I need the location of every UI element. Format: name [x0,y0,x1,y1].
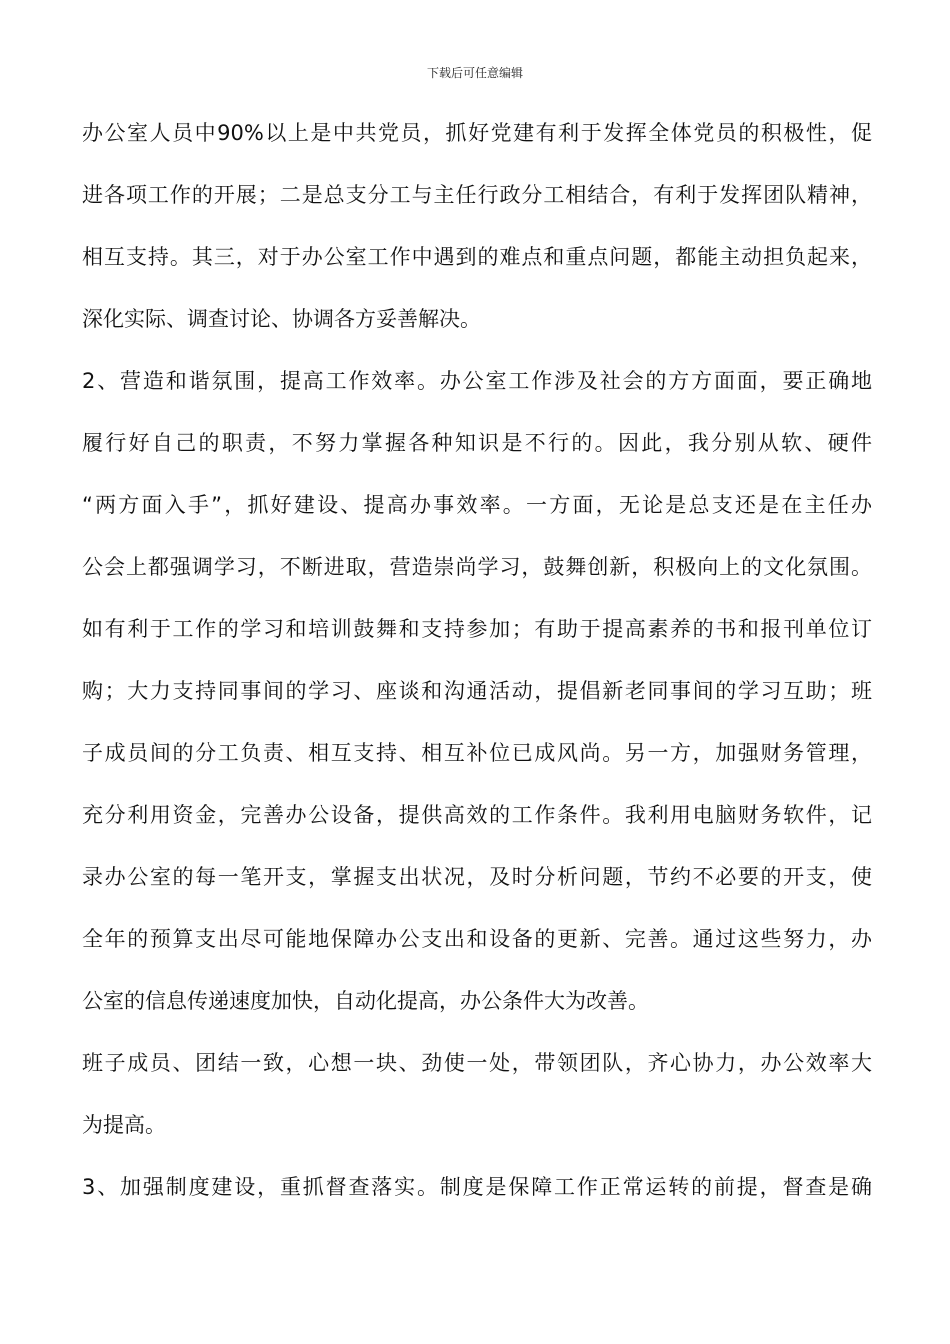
text-line: 深化实际、调查讨论、协调各方妥善解决。 [82,307,481,331]
text-line: 为提高。 [82,1113,166,1137]
text-line: 班子成员、团结一致，心想一块、劲使一处，带领团队，齐心协力，办公效率大 [82,1051,872,1075]
text-line: 录办公室的每一笔开支，掌握支出状况，及时分析问题，节约不必要的开支，使 [82,865,872,889]
document-body [82,118,872,1234]
text-line: 相互支持。其三，对于办公室工作中遇到的难点和重点问题，都能主动担负起来， [82,245,872,269]
text-line: 购；大力支持同事间的学习、座谈和沟通活动，提倡新老同事间的学习互助；班 [82,679,872,703]
text-line: 如有利于工作的学习和培训鼓舞和支持参加；有助于提高素养的书和报刊单位订 [82,617,872,641]
text-line: 办公室人员中90%以上是中共党员，抓好党建有利于发挥全体党员的积极性，促 [82,121,872,145]
text-line: 进各项工作的开展；二是总支分工与主任行政分工相结合，有利于发挥团队精神， [82,183,872,207]
text-line: 子成员间的分工负责、相互支持、相互补位已成风尚。另一方，加强财务管理， [82,741,872,765]
text-line: 公会上都强调学习，不断进取，营造崇尚学习，鼓舞创新，积极向上的文化氛围。 [82,555,872,579]
paragraph-3 [82,1048,872,1141]
text-line: 充分利用资金，完善办公设备，提供高效的工作条件。我利用电脑财务软件，记 [82,803,872,827]
paragraph-4 [82,1172,872,1203]
text-line: 3、加强制度建设，重抓督查落实。制度是保障工作正常运转的前提，督查是确 [82,1175,872,1199]
text-line: 全年的预算支出尽可能地保障办公支出和设备的更新、完善。通过这些努力，办 [82,927,872,951]
text-line: 2、营造和谐氛围，提高工作效率。办公室工作涉及社会的方方面面，要正确地 [82,369,872,393]
text-line: 公室的信息传递速度加快，自动化提高，办公条件大为改善。 [82,989,649,1013]
paragraph-2 [82,366,872,1017]
text-line: “两方面入手”，抓好建设、提高办事效率。一方面，无论是总支还是在主任办 [82,493,872,517]
paragraph-1 [82,118,872,335]
page-header: 下载后可任意编辑 [426,66,523,80]
text-line: 履行好自己的职责，不努力掌握各种知识是不行的。因此，我分别从软、硬件 [82,431,872,455]
